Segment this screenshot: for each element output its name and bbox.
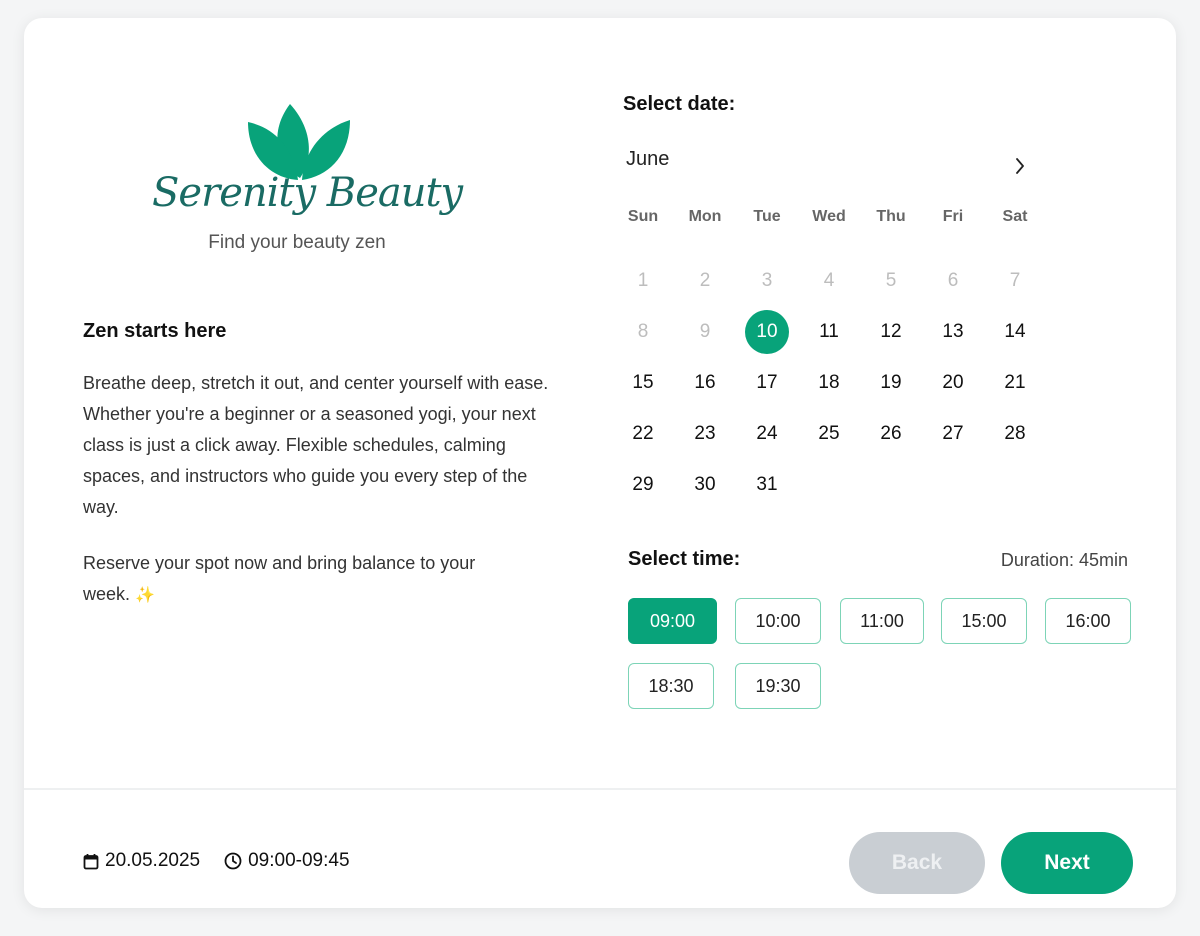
next-button[interactable]: Next — [1001, 832, 1133, 894]
calendar-day: 1 — [637, 270, 649, 291]
calendar-day: 4 — [823, 270, 835, 291]
calendar-day[interactable]: 13 — [942, 321, 964, 342]
calendar-day[interactable]: 28 — [1004, 423, 1026, 444]
time-slot-1500[interactable]: 15:00 — [941, 598, 1027, 644]
calendar-day[interactable]: 17 — [756, 372, 778, 393]
weekday-fri: Fri — [942, 208, 964, 225]
calendar-day[interactable]: 22 — [632, 423, 654, 444]
calendar-day[interactable]: 24 — [756, 423, 778, 444]
calendar-day[interactable]: 27 — [942, 423, 964, 444]
calendar-icon — [83, 853, 99, 870]
calendar-day[interactable]: 21 — [1004, 372, 1026, 393]
calendar-day[interactable]: 26 — [880, 423, 902, 444]
calendar-day[interactable]: 30 — [694, 474, 716, 495]
calendar-day: 7 — [1009, 270, 1021, 291]
calendar-day[interactable]: 14 — [1004, 321, 1026, 342]
time-slot-1100[interactable]: 11:00 — [840, 598, 924, 644]
footer-bar — [24, 788, 1176, 908]
calendar-day: 5 — [885, 270, 897, 291]
back-button[interactable]: Back — [849, 832, 985, 894]
summary-time: 09:00-09:45 — [248, 850, 350, 871]
booking-summary — [83, 850, 350, 872]
weekday-sat: Sat — [1002, 208, 1028, 225]
chevron-right-icon — [1015, 157, 1025, 175]
sparkles-icon: ✨ — [135, 587, 155, 604]
calendar-day[interactable]: 29 — [632, 474, 654, 495]
calendar-day[interactable]: 16 — [694, 372, 716, 393]
calendar-week — [612, 309, 1046, 355]
weekday-tue: Tue — [753, 208, 781, 225]
time-slot-0900[interactable]: 09:00 — [628, 598, 717, 644]
calendar-day[interactable]: 20 — [942, 372, 964, 393]
calendar-day: 3 — [761, 270, 773, 291]
weekday-sun: Sun — [627, 208, 659, 225]
calendar-week — [612, 360, 1046, 406]
calendar-day[interactable]: 11 — [819, 321, 839, 342]
weekday-header — [612, 208, 1046, 226]
calendar-day[interactable]: 25 — [818, 423, 840, 444]
calendar-day: 6 — [947, 270, 959, 291]
calendar-week — [612, 462, 1046, 508]
time-slot-1930[interactable]: 19:30 — [735, 663, 821, 709]
intro-cta-text: Reserve your spot now and bring balance to your week. — [83, 553, 476, 604]
brand-name: Serenity Beauty — [152, 170, 463, 216]
brand-tagline: Find your beauty zen — [208, 232, 386, 253]
booking-card — [24, 18, 1176, 908]
intro-text: Breathe deep, stretch it out, and center yourself with ease. Whether you're a beginner or a seasoned yogi, your next class is just a click away. Flexible schedules, calming spaces, and instructors who guide you every step of the way. — [83, 373, 549, 517]
calendar-day[interactable]: 15 — [632, 372, 654, 393]
brand-logo — [152, 100, 463, 260]
calendar-day[interactable]: 31 — [756, 474, 778, 495]
duration-label: Duration: 45min — [1000, 550, 1128, 570]
calendar-day: 9 — [699, 321, 711, 342]
select-time-title: Select time: — [628, 548, 741, 570]
weekday-wed: Wed — [812, 208, 846, 225]
intro-title: Zen starts here — [83, 320, 227, 342]
time-slot-1600[interactable]: 16:00 — [1045, 598, 1131, 644]
next-month-button[interactable] — [1010, 155, 1030, 177]
calendar-day[interactable]: 23 — [694, 423, 716, 444]
calendar-week — [612, 258, 1046, 304]
time-slot-1830[interactable]: 18:30 — [628, 663, 714, 709]
calendar-day[interactable]: 18 — [818, 372, 840, 393]
calendar-day[interactable]: 10 — [745, 310, 789, 354]
select-date-title: Select date: — [623, 93, 736, 115]
calendar-day[interactable]: 19 — [880, 372, 902, 393]
month-label: June — [626, 148, 670, 170]
calendar-day: 8 — [637, 321, 649, 342]
summary-date: 20.05.2025 — [105, 850, 201, 871]
calendar-day: 2 — [699, 270, 711, 291]
calendar-week — [612, 411, 1046, 457]
intro-cta — [83, 548, 523, 611]
clock-icon — [224, 852, 242, 870]
time-slot-1000[interactable]: 10:00 — [735, 598, 821, 644]
weekday-thu: Thu — [876, 208, 906, 225]
weekday-mon: Mon — [688, 208, 722, 225]
calendar-day[interactable]: 12 — [880, 321, 902, 342]
